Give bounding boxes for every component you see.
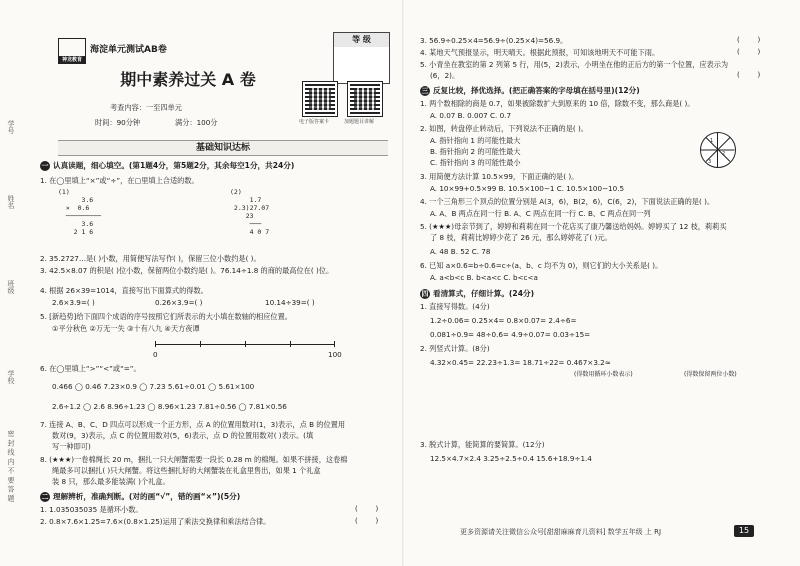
choice-4: 4. 一个三角形三个顶点的位置分别是 A(3，6)，B(2，6)，C(6，2)，下面说法正确的是( )。 [420,197,715,206]
grade-box [333,32,390,84]
judge-5-line-1: 5. 小青坐在教室的第 2 列第 5 行，用(5，2)表示，小明坐在他的正后方的第一个位置，应表示为 [420,60,729,69]
question-3: 3. 42.5×8.07 的积是( )位小数，保留两位小数约是( )。76.14÷1.8 的商的最高位在( )位。 [40,266,334,275]
calc-2: 2. 列竖式计算。(8分) [420,344,490,353]
seal-gutter [0,0,24,566]
gutter-class: 班级 [7,280,15,294]
q5-options: ①平分秋色 ②万无一失 ③十有八九 ④天方夜谭 [52,324,200,333]
calc-2-note-1: (得数用循环小数表示) [574,371,633,378]
choice-6: 6. 已知 a×0.6=b÷0.6=c÷(a、b、c 均不为 0)，则它们的大小关系是( )。 [420,261,663,270]
q4-item-c: 10.14÷39=( ) [265,298,315,307]
footer-text: 更多资源请关注微信公众号[甜甜麻麻育儿资料] 数学五年级 上 RJ [460,528,662,536]
qr2-label: 加题题目讲解 [344,119,375,125]
answer-bracket[interactable]: ( ) [737,71,761,79]
wheel-label: 1 [710,138,714,144]
exam-score: 满分：100分 [175,118,218,127]
choice-4-options: A. A、B 两点在同一行 B. A、C 两点在同一行 C. B、C 两点在同一列 [430,209,651,218]
question-5: 5. [新趋势]给下面四个成语的序号按照它们所表示的大小填在数轴的相应位置。 [40,312,292,321]
choice-5-line-1: 5. (★★★)母亲节到了，婷婷和莉莉在同一个花店买了康乃馨送给妈妈。婷婷买了 12 枝，莉莉买 [420,222,727,231]
spinner-wheel-figure [700,132,736,168]
question-8-line-1: 8. (★★★)一卷棉绳长 20 m，捆扎一只大闸蟹需要一段长 0.28 m 的棉绳。如果不拼接，这卷棉 [40,455,348,464]
section-2-title: 二 理解辨析，准确判断。(对的画“√”，错的画“×”)(5分) [41,492,241,501]
choice-6-options: A. a<b<c B. b<a<c C. b<c<a [430,273,538,282]
judge-4: 4. 某地天气预报显示，明天晴天。根据此预报，可知该地明天不可能下雨。 [420,48,660,57]
answer-bracket[interactable]: ( ) [355,505,379,513]
q6-row-2: 2.6÷1.2 ◯ 2.6 8.96÷1.23 ◯ 8.96×1.23 7.81÷0.56 ◯ 7.81×0.56 [52,402,287,411]
exam-time: 时间：90分钟 [95,118,141,127]
right-page [404,0,800,566]
page-number: 15 [734,525,754,537]
calc-2-row: 4.32×0.45= 22.23÷1.3= 18.71÷22= 0.467×3.2≈ [430,358,611,367]
numline-start: 0 [153,350,158,359]
wheel-label: 2 [722,151,726,157]
question-7-line-2: 数对(9，3)表示，点 C 的位置用数对(5，6)表示，点 D 的位置用数对( )表示。(填 [52,431,314,440]
calc-1: 1. 直接写得数。(4分) [420,302,490,311]
brand-sub: 神龙教育 [59,56,85,63]
question-7-line-1: 7. 连接 A、B、C、D 四点可以形成一个正方形，点 A 的位置用数对(1，3)表示，点 B 的位置用 [40,420,346,429]
choice-5-options: A. 48 B. 52 C. 78 [430,247,491,256]
section-4-title: 四 看清算式，仔细计算。(24分) [421,289,535,298]
page-title: 期中素养过关 A 卷 [120,70,256,89]
number-line [155,344,335,345]
qr1-label: 电子版答案卡 [299,119,330,125]
choice-2-c: C. 指针指向 3 的可能性最小 [430,158,521,167]
calc-2-note-2: (得数保留两位小数) [684,371,737,378]
question-6: 6. 在◯里填上“>”“<”或“=”。 [40,364,141,373]
judge-1: 1. 1.035035035 是循环小数。 [40,505,143,514]
numline-end: 100 [328,350,342,359]
question-8-line-2: 绳最多可以捆扎( )只大闸蟹。将这些捆扎好的大闸蟹装在礼盒里售出，如果 1 个礼盒 [52,466,321,475]
q1-figure-division: (2) 1.7 2.3)27.07 23 ─── 4 0 7 [230,188,270,236]
section-ribbon: 基础知识达标 [58,140,388,156]
section-3-title: 三 反复比较，择优选择。(把正确答案的字母填在括号里)(12分) [421,86,640,95]
choice-2: 2. 如图，转盘停止转动后，下列说法不正确的是( )。 [420,124,588,133]
gutter-name: 姓名 [7,195,15,209]
grade-label: 等 级 [334,33,389,47]
choice-1-options: A. 0.07 B. 0.007 C. 0.7 [430,111,512,120]
gutter-warning: 密 封 线 内 不 要 答 题 [7,430,15,502]
qr-code-icon [348,82,382,116]
q4-item-a: 2.6×3.9=( ) [52,298,95,307]
judge-5-line-2: (6，2)。 [430,71,460,80]
calc-3: 3. 脱式计算，能简算的要简算。(12分) [420,440,545,449]
brand-logo-icon [58,38,86,64]
question-1: 1. 在◯里填上“×”或“÷”，在▢里填上合适的数。 [40,176,199,185]
q6-row-1: 0.466 ◯ 0.46̇ 7.23×0.9 ◯ 7.23 5.61÷0.01 ◯ 5.61×100 [52,382,255,391]
question-2: 2. 35.2727…是( )小数，用简便写法写作( )，保留三位小数约是( )。 [40,254,261,263]
answer-bracket[interactable]: ( ) [737,36,761,44]
brand-title: 海淀单元测试AB卷 [90,45,167,55]
choice-2-b: B. 指针指向 2 的可能性最大 [430,147,521,156]
question-4: 4. 根据 26×39=1014，直接写出下面算式的得数。 [40,286,208,295]
qr-code-icon [303,82,337,116]
choice-1: 1. 两个数相除的商是 0.7，如果被除数扩大到原来的 10 倍，除数不变，那么商是( )。 [420,99,695,108]
gutter-student-id: 学号 [7,120,15,134]
q1-figure-multiplication: (1) 3.6 × 0.6 ───────── 3.6 2 1 6 [58,188,102,236]
choice-5-line-2: 了 8 枝，莉莉比婷婷少花了 26 元，那么婷婷花了( )元。 [430,233,612,242]
judge-3: 3. 56.9÷0.25×4=56.9÷(0.25×4)=56.9。 [420,36,568,45]
answer-bracket[interactable]: ( ) [355,517,379,525]
calc-3-row: 12.5×4.7×2.4 3.25÷2.5÷0.4 15.6+18.9÷1.4 [430,454,592,463]
q4-item-b: 0.26×3.9=( ) [155,298,203,307]
question-8-line-3: 装 8 只，那么最多能装满( )个礼盒。 [52,477,170,486]
judge-2: 2. 0.8×7.6×1.25=7.6×(0.8×1.25)运用了乘法交换律和乘法结合律。 [40,517,271,526]
choice-2-a: A. 指针指向 1 的可能性最大 [430,136,521,145]
gutter-school: 学校 [7,370,15,384]
calc-1-row-1: 1.2÷0.06= 0.25×4= 0.8×0.07= 2.4÷6= [430,316,577,325]
answer-bracket[interactable]: ( ) [737,48,761,56]
wheel-label: 3 [708,159,712,165]
question-7-line-3: 写一种即可) [52,442,91,451]
section-1-title: 一 认真读题，细心填空。(第1题4分，第5题2分，其余每空1分，共24分) [41,161,295,170]
calc-1-row-2: 0.081÷0.9= 48÷0.6= 4.9÷0.07= 0.03÷15= [430,330,591,339]
brand-header [58,38,258,63]
exam-scope: 考查内容：一至四单元 [110,103,182,112]
choice-3: 3. 用简便方法计算 10.5×99，下面正确的是( )。 [420,172,579,181]
choice-3-options: A. 10×99+0.5×99 B. 10.5×100−1 C. 10.5×100−10.5 [430,184,625,193]
